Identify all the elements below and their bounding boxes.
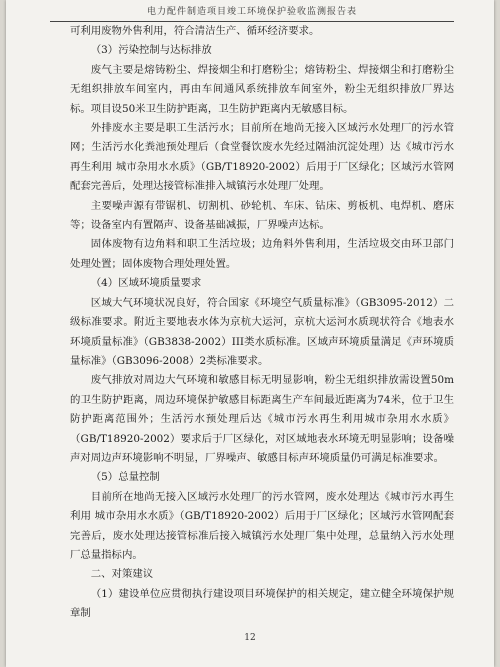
section-heading-environment-quality: （4）区域环境质量要求 [90,277,202,290]
paragraph-suggestion-1: （1）建设单位应贯彻执行建设项目环境保护的相关规定，建立健全环境保护规章制 [70,587,454,620]
paragraph-waste-water: 外排废水主要是职工生活污水；目前所在地尚无接入区域污水处理厂的污水管网；生活污水化粪池预处理后（食堂餐饮废水先经过隔油沉淀处理）达《城市污水再生利用 城市杂用水水质》（GB/T18920-2002）后用于厂区绿化；区域污水管网配套完善后，处理达接管标准排入城镇污水处理厂处理。 [70,122,454,193]
page-number: 12 [244,633,256,643]
section-heading-total-control: （5）总量控制 [90,471,160,484]
paragraph-total-control: 目前所在地尚无接入区域污水处理厂的污水管网，废水处理达《城市污水再生利用 城市杂用水水质》（GB/T18920-2002）后用于厂区绿化；区域污水管网配套完善后，废水处理达接管标准后接入城镇污水处理厂集中处理，总量纳入污水处理厂总量指标内。 [70,490,454,561]
paragraph-regional-quality: 区域大气环境状况良好，符合国家《环境空气质量标准》（GB3095-2012）二级标准要求。附近主要地表水体为京杭大运河，京杭大运河水质现状符合《地表水环境质量标准》（GB3838-2002）III类水质标准。区域声环境质量满足《声环境质量标准》（GB3096-2008）2类标准要求。 [70,296,454,367]
section-heading-suggestions: 二、对策建议 [90,568,154,581]
paragraph-waste-gas: 废气主要是熔铸粉尘、焊接烟尘和打磨粉尘；熔铸粉尘、焊接烟尘和打磨粉尘无组织排放车间室内，再由车间通风系统排放车间室外，粉尘无组织排放厂界达标。项目设50米卫生防护距离，卫生防护距离内无敏感目标。 [70,63,454,115]
paragraph-continuation: 可利用废物外售利用，符合清洁生产、循环经济要求。 [70,25,320,37]
report-page [6,0,494,667]
report-body [70,22,454,624]
paragraph-noise: 主要噪声源有带锯机、切割机、砂轮机、车床、钻床、剪板机、电焊机、磨床等；设备室内有置隔声、设备基础减振，厂界噪声达标。 [70,199,454,232]
paragraph-impact: 废气排放对周边大气环境和敏感目标无明显影响，粉尘无组织排放需设置50m的卫生防护距离，周边环境保护敏感目标距离生产车间最近距离为74米，位于卫生防护距离范围外；生活污水预处理后达《城市污水再生利用城市杂用水水质》（GB/T18920-2002）要求后于厂区绿化，对区域地表水环境无明显影响；设备噪声对周边声环境影响不明显，厂界噪声、敏感目标声环境质量仍可满足标准要求。 [70,374,454,464]
section-heading-pollution-control: （3）污染控制与达标排放 [90,44,212,57]
page-header: 电力配件制造项目竣工环境保护验收监测报告表 [50,4,454,22]
paragraph-solid-waste: 固体废物有边角料和职工生活垃圾；边角料外售利用，生活垃圾交由环卫部门处理处置；固体废物合理处理处置。 [70,238,454,270]
